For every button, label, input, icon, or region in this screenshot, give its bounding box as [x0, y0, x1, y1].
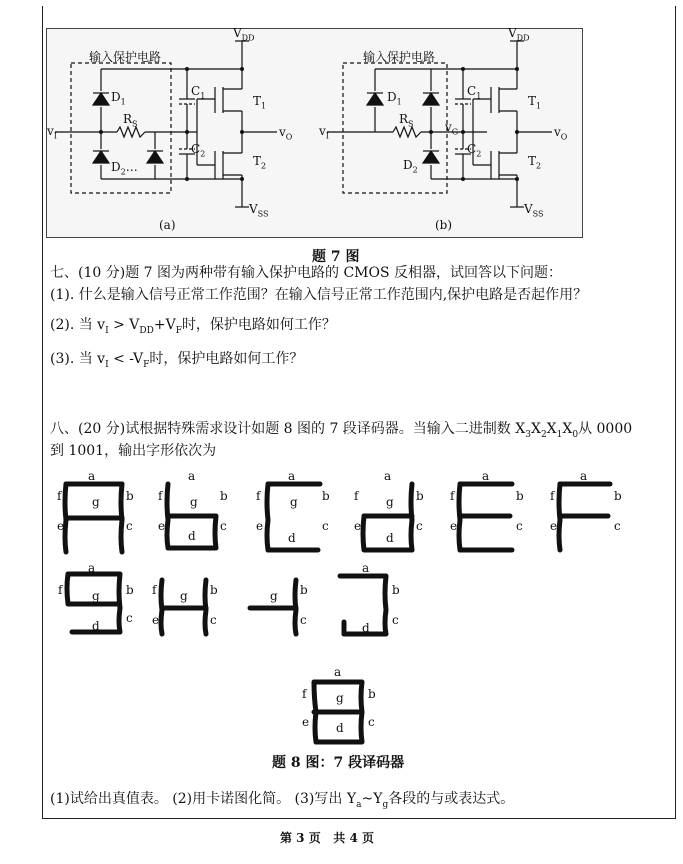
seg-g-7: g — [92, 589, 100, 603]
subfig-label-b: (b) — [435, 218, 453, 232]
c2-label-a: $C_2$ — [191, 142, 206, 159]
seg-c-3: c — [322, 519, 329, 533]
seg-g-3: g — [290, 495, 298, 509]
d2-label-b: $D_2$ — [403, 158, 418, 175]
vss-label-a: $V_{SS}$ — [249, 202, 269, 219]
seg-a-6: a — [580, 469, 588, 483]
ref-seg-d: d — [336, 721, 344, 735]
q8-questions: (1)试给出真值表。 (2)用卡诺图化简。 (3)写出 $Y_a\sim Y_g$各段的与或表达式。 — [50, 791, 515, 810]
vg-label-b: $v_G$ — [445, 120, 459, 137]
ref-seg-g: g — [336, 691, 344, 705]
q7-part-1: (1). 什么是输入信号正常工作范围？在输入信号正常工作范围内,保护电路是否起作用？ — [50, 287, 588, 303]
page-footer — [280, 832, 374, 844]
seg-b-5: b — [516, 489, 524, 503]
ref-seg-e: e — [302, 715, 310, 729]
page-total: 共 4 页 — [333, 831, 374, 845]
seg-f-3: f — [256, 489, 261, 503]
t2-label-a: $T_2$ — [253, 154, 267, 171]
seg-c-1: c — [126, 519, 133, 533]
ref-seg-f: f — [302, 687, 307, 701]
seg-b-7: b — [126, 583, 134, 597]
protection-label-a: 输入保护电路 — [89, 50, 162, 64]
seg-f-5: f — [450, 489, 455, 503]
vo-label-b: $v_O$ — [554, 125, 568, 142]
rs-label-b: $R_S$ — [399, 112, 414, 129]
seg-c-9: c — [300, 613, 307, 627]
glyph-E — [459, 484, 512, 550]
seg-c-7: c — [126, 611, 133, 625]
seg-a-10: a — [362, 561, 370, 575]
seg-f-1: f — [57, 489, 62, 503]
seg-d-4: d — [386, 531, 394, 545]
seg-a-2: a — [188, 469, 196, 483]
figure-7-caption: 题 7 图 — [312, 249, 360, 265]
seg-f-8: f — [152, 583, 157, 597]
c2-label-b: $C_2$ — [467, 142, 482, 159]
seg-e-5: e — [450, 519, 458, 533]
seg-b-6: b — [614, 489, 622, 503]
figure-8-caption: 题 8 图：7 段译码器 — [272, 755, 405, 771]
protection-label-b: 输入保护电路 — [363, 50, 436, 64]
seg-b-3: b — [322, 489, 330, 503]
seg-d-7: d — [92, 619, 100, 633]
vdd-label-a: $V_{DD}$ — [233, 26, 255, 43]
seg-c-8: c — [210, 613, 217, 627]
seg-c-2: c — [220, 519, 227, 533]
seg-e-6: e — [550, 519, 558, 533]
d1-label-b: $D_1$ — [387, 90, 402, 107]
seg-d-10: d — [362, 621, 370, 635]
figure-7 — [46, 28, 583, 238]
seg-a-4: a — [384, 469, 392, 483]
d2-label-a: $D_2\dots$ — [111, 160, 138, 177]
seg-a-5: a — [482, 469, 490, 483]
seg-g-1: g — [92, 495, 100, 509]
seg-e-4: e — [354, 519, 362, 533]
t2-label-b: $T_2$ — [528, 154, 542, 171]
seg-f-2: f — [158, 489, 163, 503]
page-number: 第 3 页 — [280, 831, 321, 845]
seg-c-10: c — [392, 613, 399, 627]
vi-label-b: $v_I$ — [319, 124, 329, 141]
subfig-label-a: (a) — [159, 218, 176, 232]
ref-seg-a: a — [334, 665, 342, 679]
seg-c-4: c — [416, 519, 423, 533]
vdd-label-b: $V_{DD}$ — [508, 26, 530, 43]
seg-f-7: f — [58, 583, 63, 597]
seg-e-3: e — [256, 519, 264, 533]
q7-title: 七、(10 分)题 7 图为两种带有输入保护电路的 CMOS 反相器，试回答以下问题： — [50, 265, 563, 281]
t1-label-b: $T_1$ — [528, 94, 542, 111]
ref-seg-c: c — [368, 715, 375, 729]
q8-line-2: 到 1001，输出字形依次为 — [50, 443, 217, 459]
seg-e-8: e — [152, 613, 160, 627]
seg-b-4: b — [416, 489, 424, 503]
seg-a-1: a — [88, 469, 96, 483]
glyph-F — [559, 484, 610, 550]
q8-line-1: 八、(20 分)试根据特殊需求设计如题 8 图的 7 段译码器。当输入二进制数 $X_3X_2X_1X_0$从 0000 — [50, 421, 633, 440]
seg-f-6: f — [550, 489, 555, 503]
t1-label-a: $T_1$ — [253, 94, 267, 111]
d1-label-a: $D_1$ — [111, 90, 126, 107]
seg-e-2: e — [158, 519, 166, 533]
seg-g-4: g — [386, 495, 394, 509]
q7-part-2: (2). 当 $v_I > V_{DD}+V_F$时，保护电路如何工作？ — [50, 317, 336, 336]
vi-label-a: $v_I$ — [47, 124, 57, 141]
seven-segment-figures — [0, 462, 683, 752]
seg-c-5: c — [516, 519, 523, 533]
seg-d-2: d — [188, 529, 196, 543]
q7-part-3: (3). 当 $v_I < -V_F$时，保护电路如何工作？ — [50, 351, 304, 370]
seg-d-3: d — [288, 531, 296, 545]
seg-b-8: b — [210, 583, 218, 597]
seg-c-6: c — [614, 519, 621, 533]
seg-g-2: g — [190, 495, 198, 509]
seg-b-1: b — [126, 489, 134, 503]
seg-g-8: g — [180, 589, 188, 603]
seg-b-9: b — [300, 583, 308, 597]
seg-e-1: e — [57, 519, 65, 533]
ref-seg-b: b — [368, 687, 376, 701]
seg-g-9: g — [270, 589, 278, 603]
vss-label-b: $V_{SS}$ — [524, 202, 544, 219]
vo-label-a: $v_O$ — [279, 125, 293, 142]
rs-label-a: $R_S$ — [123, 112, 138, 129]
seg-b-10: b — [392, 583, 400, 597]
c1-label-a: $C_1$ — [191, 84, 206, 101]
seg-b-2: b — [220, 489, 228, 503]
seg-a-7: a — [88, 561, 96, 575]
seg-a-3: a — [288, 469, 296, 483]
seg-f-4: f — [354, 489, 359, 503]
c1-label-b: $C_1$ — [467, 84, 482, 101]
